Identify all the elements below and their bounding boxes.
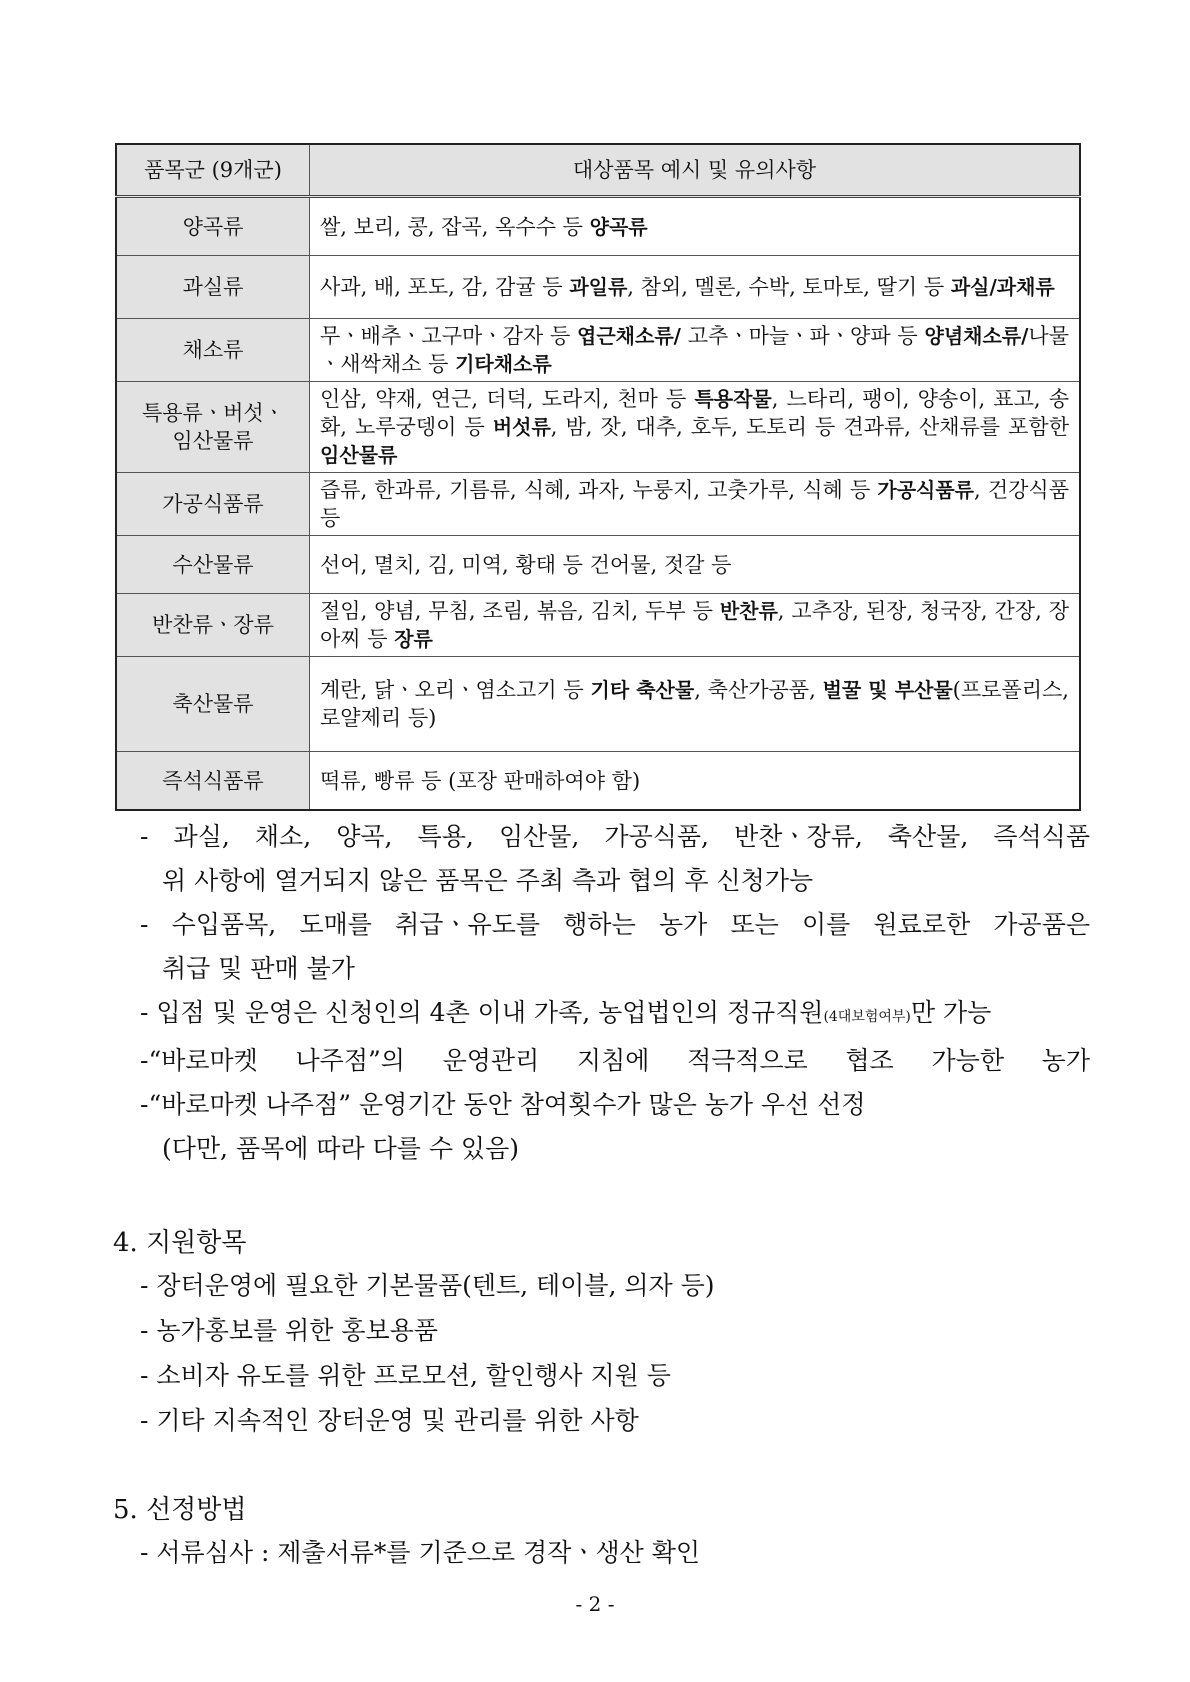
bold-term: 기타 축산물	[590, 678, 695, 702]
table-row	[116, 382, 1080, 473]
note-continuation: 취급 및 판매 불가	[162, 954, 355, 983]
bold-term: 엽근채소류/	[577, 324, 681, 348]
description-text: , 느타리, 팽이, 양송이, 표고, 송화, 노루궁뎅이 등	[320, 387, 1069, 439]
note-text: -“바로마켓 나주점” 운영기간 동안 참여횟수가 많은 농가 우선 선정	[140, 1090, 866, 1119]
table-header-row	[116, 144, 1080, 197]
category-cell	[116, 752, 310, 811]
table-row	[116, 256, 1080, 319]
description-text: 즙류, 한과류, 기름류, 식혜, 과자, 누룽지, 고춧가루, 식혜 등	[320, 478, 878, 502]
description-text: 고추ㆍ마늘ㆍ파ㆍ양파 등	[680, 324, 925, 348]
category-cell	[116, 657, 310, 752]
note-text: - 입점 및 운영은 신청인의 4촌 이내 가족, 농업법인의 정규직원	[140, 998, 824, 1027]
note-cooperation	[140, 1039, 1090, 1083]
description-cell	[310, 382, 1081, 473]
section-selection-method	[113, 1490, 700, 1575]
category-cell	[116, 473, 310, 536]
description-text: 절임, 양념, 무침, 조림, 볶음, 김치, 두부 등	[320, 599, 720, 623]
note-item-categories	[140, 815, 1090, 859]
category-label: 축산물류	[172, 692, 254, 716]
category-label: 채소류	[182, 338, 244, 362]
description-text: , 참외, 멜론, 수박, 토마토, 딸기 등	[627, 275, 951, 299]
category-label: 반찬류ㆍ장류	[152, 613, 274, 637]
bold-term: 장류	[394, 627, 433, 651]
bold-term: 양념채소류/	[924, 324, 1029, 348]
list-item: - 장터운영에 필요한 기본물품(텐트, 테이블, 의자 등)	[140, 1271, 715, 1300]
item-category-table	[115, 143, 1081, 811]
note-continuation: (다만, 품목에 따라 다를 수 있음)	[162, 1134, 519, 1163]
note-priority	[140, 1083, 1090, 1127]
bold-term: 과일류	[569, 275, 628, 299]
description-text: 떡류, 빵류 등 (포장 판매하여야 함)	[320, 768, 641, 793]
header-category: 품목군 (9개군)	[116, 144, 310, 197]
bold-term: 반찬류	[719, 599, 778, 623]
section-support-items	[113, 1223, 715, 1443]
description-text: 계란, 닭ㆍ오리ㆍ염소고기 등	[320, 678, 591, 702]
page-number: - 2 -	[575, 1592, 615, 1616]
category-label: 수산물류	[172, 552, 254, 577]
bold-term: 특용작물	[694, 387, 772, 411]
description-cell	[310, 594, 1081, 657]
bold-term: 기타채소류	[455, 352, 552, 376]
category-cell	[116, 594, 310, 657]
bold-term: 가공식품류	[877, 478, 975, 502]
description-cell	[310, 536, 1081, 594]
description-cell	[310, 197, 1081, 256]
category-label: 과실류	[182, 275, 244, 299]
table-row	[116, 473, 1080, 536]
list-item: - 기타 지속적인 장터운영 및 관리를 위한 사항	[140, 1406, 639, 1435]
category-cell	[116, 256, 310, 319]
description-text: 무ㆍ배추ㆍ고구마ㆍ감자 등	[320, 324, 578, 348]
section-title: 5. 선정방법	[113, 1495, 247, 1525]
table-row	[116, 536, 1080, 594]
category-cell	[116, 319, 310, 382]
note-eligibility	[140, 991, 1090, 1039]
description-cell	[310, 752, 1081, 811]
description-text: , 건강식품 등	[320, 478, 1069, 530]
description-text: 사과, 배, 포도, 감, 감귤 등	[320, 275, 570, 299]
bold-term: 양곡류	[589, 214, 648, 239]
description-cell	[310, 319, 1081, 382]
note-continuation: 위 사항에 열거되지 않은 품목은 주최 측과 협의 후 신청가능	[162, 866, 814, 895]
description-cell	[310, 657, 1081, 752]
table-row	[116, 197, 1080, 256]
category-cell	[116, 382, 310, 473]
table-row	[116, 594, 1080, 657]
note-text: - 수입품목, 도매를 취급ㆍ유도를 행하는 농가 또는 이를 원료로한 가공품은	[140, 910, 1090, 939]
category-label: 즉석식품류	[162, 768, 264, 793]
section-title: 4. 지원항목	[113, 1228, 247, 1258]
description-text: 선어, 멸치, 김, 미역, 황태 등 건어물, 젓갈 등	[320, 552, 732, 577]
description-text: 인삼, 약재, 연근, 더덕, 도라지, 천마 등	[320, 387, 695, 411]
list-item: - 소비자 유도를 위한 프로모션, 할인행사 지원 등	[140, 1361, 671, 1390]
note-text: -“바로마켓 나주점”의 운영관리 지침에 적극적으로 협조 가능한 농가	[140, 1046, 1090, 1075]
note-text: - 과실, 채소, 양곡, 특용, 임산물, 가공식품, 반찬ㆍ장류, 축산물, 즉석식품	[140, 822, 1090, 851]
description-text: , 축산가공품,	[694, 678, 823, 702]
description-cell	[310, 473, 1081, 536]
list-item: - 서류심사 : 제출서류*를 기준으로 경작ㆍ생산 확인	[140, 1538, 701, 1567]
description-cell	[310, 256, 1081, 319]
description-text: (프로폴리스, 로얄제리 등)	[320, 678, 1069, 730]
description-text: 나물ㆍ새싹채소 등	[320, 324, 1069, 376]
category-label: 가공식품류	[162, 492, 264, 516]
table-body	[116, 197, 1080, 811]
list-item: - 농가홍보를 위한 홍보용품	[140, 1316, 438, 1345]
description-text: 쌀, 보리, 콩, 잡곡, 옥수수 등	[320, 214, 590, 239]
table-row	[116, 752, 1080, 811]
category-label: 임산물류	[172, 429, 254, 453]
category-cell	[116, 536, 310, 594]
category-label: 양곡류	[182, 214, 244, 239]
table-row	[116, 657, 1080, 752]
description-text: , 고추장, 된장, 청국장, 간장, 장아찌 등	[320, 599, 1069, 651]
category-cell	[116, 197, 310, 256]
note-small-text: (4대보험여부)	[823, 1009, 911, 1025]
table-row	[116, 319, 1080, 382]
description-text: , 밤, 잣, 대추, 호두, 도토리 등 견과류, 산채류를 포함한	[550, 415, 1069, 439]
notes-list	[140, 815, 1090, 1171]
bold-term: 과실/과채류	[950, 275, 1055, 299]
bold-term: 임산물류	[320, 443, 398, 467]
note-import-restriction	[140, 903, 1090, 947]
bold-term: 버섯류	[492, 415, 551, 439]
bold-term: 벌꿀 및 부산물	[822, 678, 953, 702]
note-text: 만 가능	[910, 998, 992, 1027]
header-description: 대상품목 예시 및 유의사항	[310, 144, 1081, 197]
category-label: 특용류ㆍ버섯ㆍ	[141, 401, 284, 425]
